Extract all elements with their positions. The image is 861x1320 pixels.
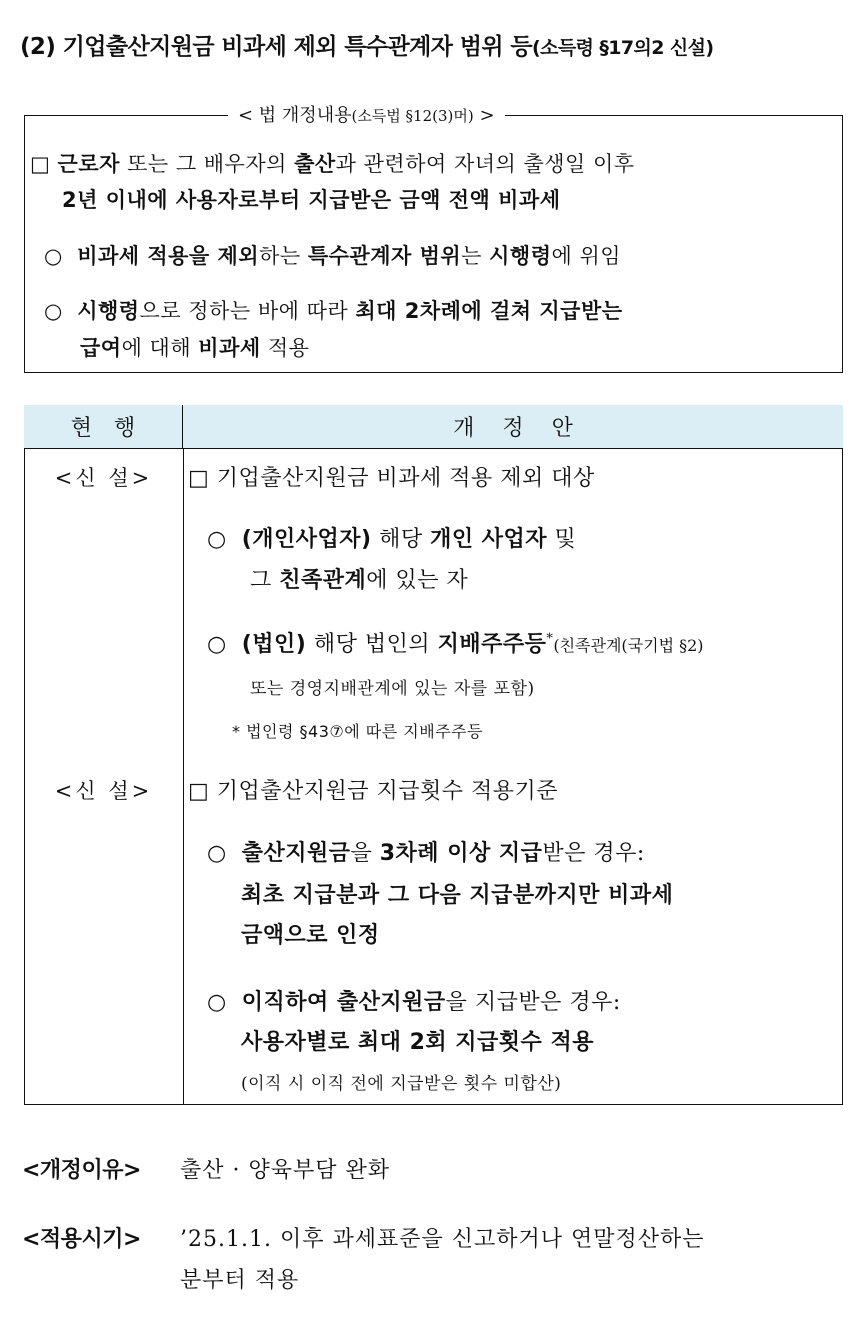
caption-end: > (473, 105, 495, 126)
header-current: 현행 (24, 405, 183, 449)
apply-label: <적용시기> (22, 1227, 141, 1252)
column-divider (183, 449, 184, 1105)
reason-label: <개정이유> (22, 1158, 141, 1183)
bullet-circle-icon: ○ (207, 632, 227, 657)
footnote-marker: * (546, 631, 554, 647)
law-item-2-text-1: 하는 (259, 244, 308, 268)
row-2-bullet-2-line-1 (207, 985, 621, 1016)
bullet-circle-icon: ○ (44, 299, 63, 323)
row-1-bullet-1-line-1 (207, 522, 576, 553)
row-2-bullet-2-text: 을 지급받은 경우: (445, 990, 621, 1015)
row-1-bullet-1-bold: (개인사업자) (241, 527, 372, 552)
row-2-bullet-1-bold: 출산지원금 (241, 841, 351, 866)
row-1-bullet-1-text-2: 및 (547, 527, 577, 552)
law-item-3-bold-2: 최대 2차례에 걸쳐 지급받는 (355, 299, 623, 323)
law-item-3-bold-4: 비과세 (198, 336, 261, 360)
page-title (20, 28, 850, 61)
reason-text: 출산 · 양육부담 완화 (180, 1158, 390, 1183)
row-1-bullet-2-text: 해당 법인의 (306, 632, 438, 657)
bullet-circle-icon: ○ (207, 841, 227, 866)
law-item-3-bold-1: 시행령 (77, 299, 140, 323)
row-1-footnote: * 법인령 §43⑦에 따른 지배주주등 (232, 722, 484, 741)
row-2-heading: □ 기업출산지원금 지급횟수 적용기준 (188, 779, 559, 804)
bullet-circle-icon: ○ (207, 527, 227, 552)
row-1-current: <신 설> (54, 466, 153, 490)
law-item-1-text-1: 또는 그 배우자의 (119, 152, 295, 176)
title-reference: (소득령 §17의2 신설) (532, 37, 714, 59)
row-1-bullet-2-line-1 (207, 627, 704, 658)
row-1-bullet-1-bold-2: 개인 사업자 (430, 527, 547, 552)
bullet-circle-icon: ○ (44, 244, 63, 268)
law-item-3-line-1 (44, 295, 623, 325)
law-item-2-bold-1: 비과세 적용을 제외 (77, 244, 260, 268)
row-2-bullet-1-bold-2: 3차례 이상 지급 (379, 841, 543, 866)
law-item-3-bold-3: 급여 (80, 336, 122, 360)
caption-reference: (소득법 §12(3)머) (351, 107, 474, 125)
law-item-1-bold-1: 근로자 (57, 152, 120, 176)
law-item-1-line-2: 2년 이내에 사용자로부터 지급받은 금액 전액 비과세 (62, 188, 561, 212)
header-proposed: 개정안 (183, 405, 843, 449)
law-item-3-text-4: 적용 (260, 336, 310, 360)
row-2-bullet-2-line-2: 사용자별로 최대 2회 지급횟수 적용 (241, 1030, 594, 1055)
law-item-2-bold-2: 특수관계자 범위 (307, 244, 462, 268)
row-2-bullet-1-text: 을 (350, 841, 380, 866)
title-main: (2) 기업출산지원금 비과세 제외 특수관계자 범위 등 (20, 34, 533, 60)
row-2-bullet-1-line-1 (207, 836, 645, 867)
law-item-2-text-3: 에 위임 (551, 244, 622, 268)
row-2-bullet-1-line-2: 최초 지급분과 그 다음 지급분까지만 비과세 (241, 883, 674, 908)
row-2-bullet-1-line-3: 금액으로 인정 (241, 923, 380, 948)
row-1-bullet-2-bold: (법인) (241, 632, 307, 657)
law-item-3-text-3: 에 대해 (121, 336, 199, 360)
row-1-bullet-1-line-2-bold: 친족관계 (279, 568, 367, 593)
row-1-bullet-1-line-2-text: 에 있는 자 (366, 568, 469, 593)
row-2-bullet-2-bold: 이직하여 출산지원금 (241, 990, 446, 1015)
law-item-1-line-1 (30, 148, 635, 178)
row-2-bullet-2-line-3: (이직 시 이직 전에 지급받은 횟수 미합산) (241, 1074, 562, 1094)
law-item-3-text-1: 으로 정하는 바에 따라 (139, 299, 356, 323)
bullet-circle-icon: ○ (207, 990, 227, 1015)
row-1-heading: □ 기업출산지원금 비과세 적용 제외 대상 (188, 466, 595, 491)
checkbox-square-icon: □ (30, 152, 51, 176)
row-2-current: <신 설> (54, 779, 153, 803)
law-item-2-bold-3: 시행령 (489, 244, 552, 268)
apply-text-line-2: 분부터 적용 (180, 1268, 300, 1293)
caption-text: < 법 개정내용 (238, 105, 352, 126)
row-1-bullet-2-line-2: 또는 경영지배관계에 있는 자를 포함) (250, 679, 535, 699)
law-change-caption (228, 101, 505, 127)
law-item-2 (44, 240, 621, 270)
law-item-1-bold-2: 출산 (294, 152, 336, 176)
row-1-bullet-1-text: 해당 (371, 527, 431, 552)
apply-text-line-1: ’25.1.1. 이후 과세표준을 신고하거나 연말정산하는 (180, 1227, 705, 1252)
row-2-bullet-1-text-2: 받은 경우: (542, 841, 645, 866)
row-1-bullet-1-line-2-pre: 그 (250, 568, 280, 593)
law-item-1-text-2: 과 관련하여 자녀의 출생일 이후 (335, 152, 635, 176)
row-1-bullet-1-line-2 (250, 563, 468, 594)
row-1-bullet-2-tail: (친족관계(국기법 §2) (553, 636, 704, 655)
row-1-bullet-2-bold-2: 지배주주등 (437, 632, 547, 657)
law-item-3-line-2 (80, 332, 309, 362)
law-item-2-text-2: 는 (461, 244, 490, 268)
